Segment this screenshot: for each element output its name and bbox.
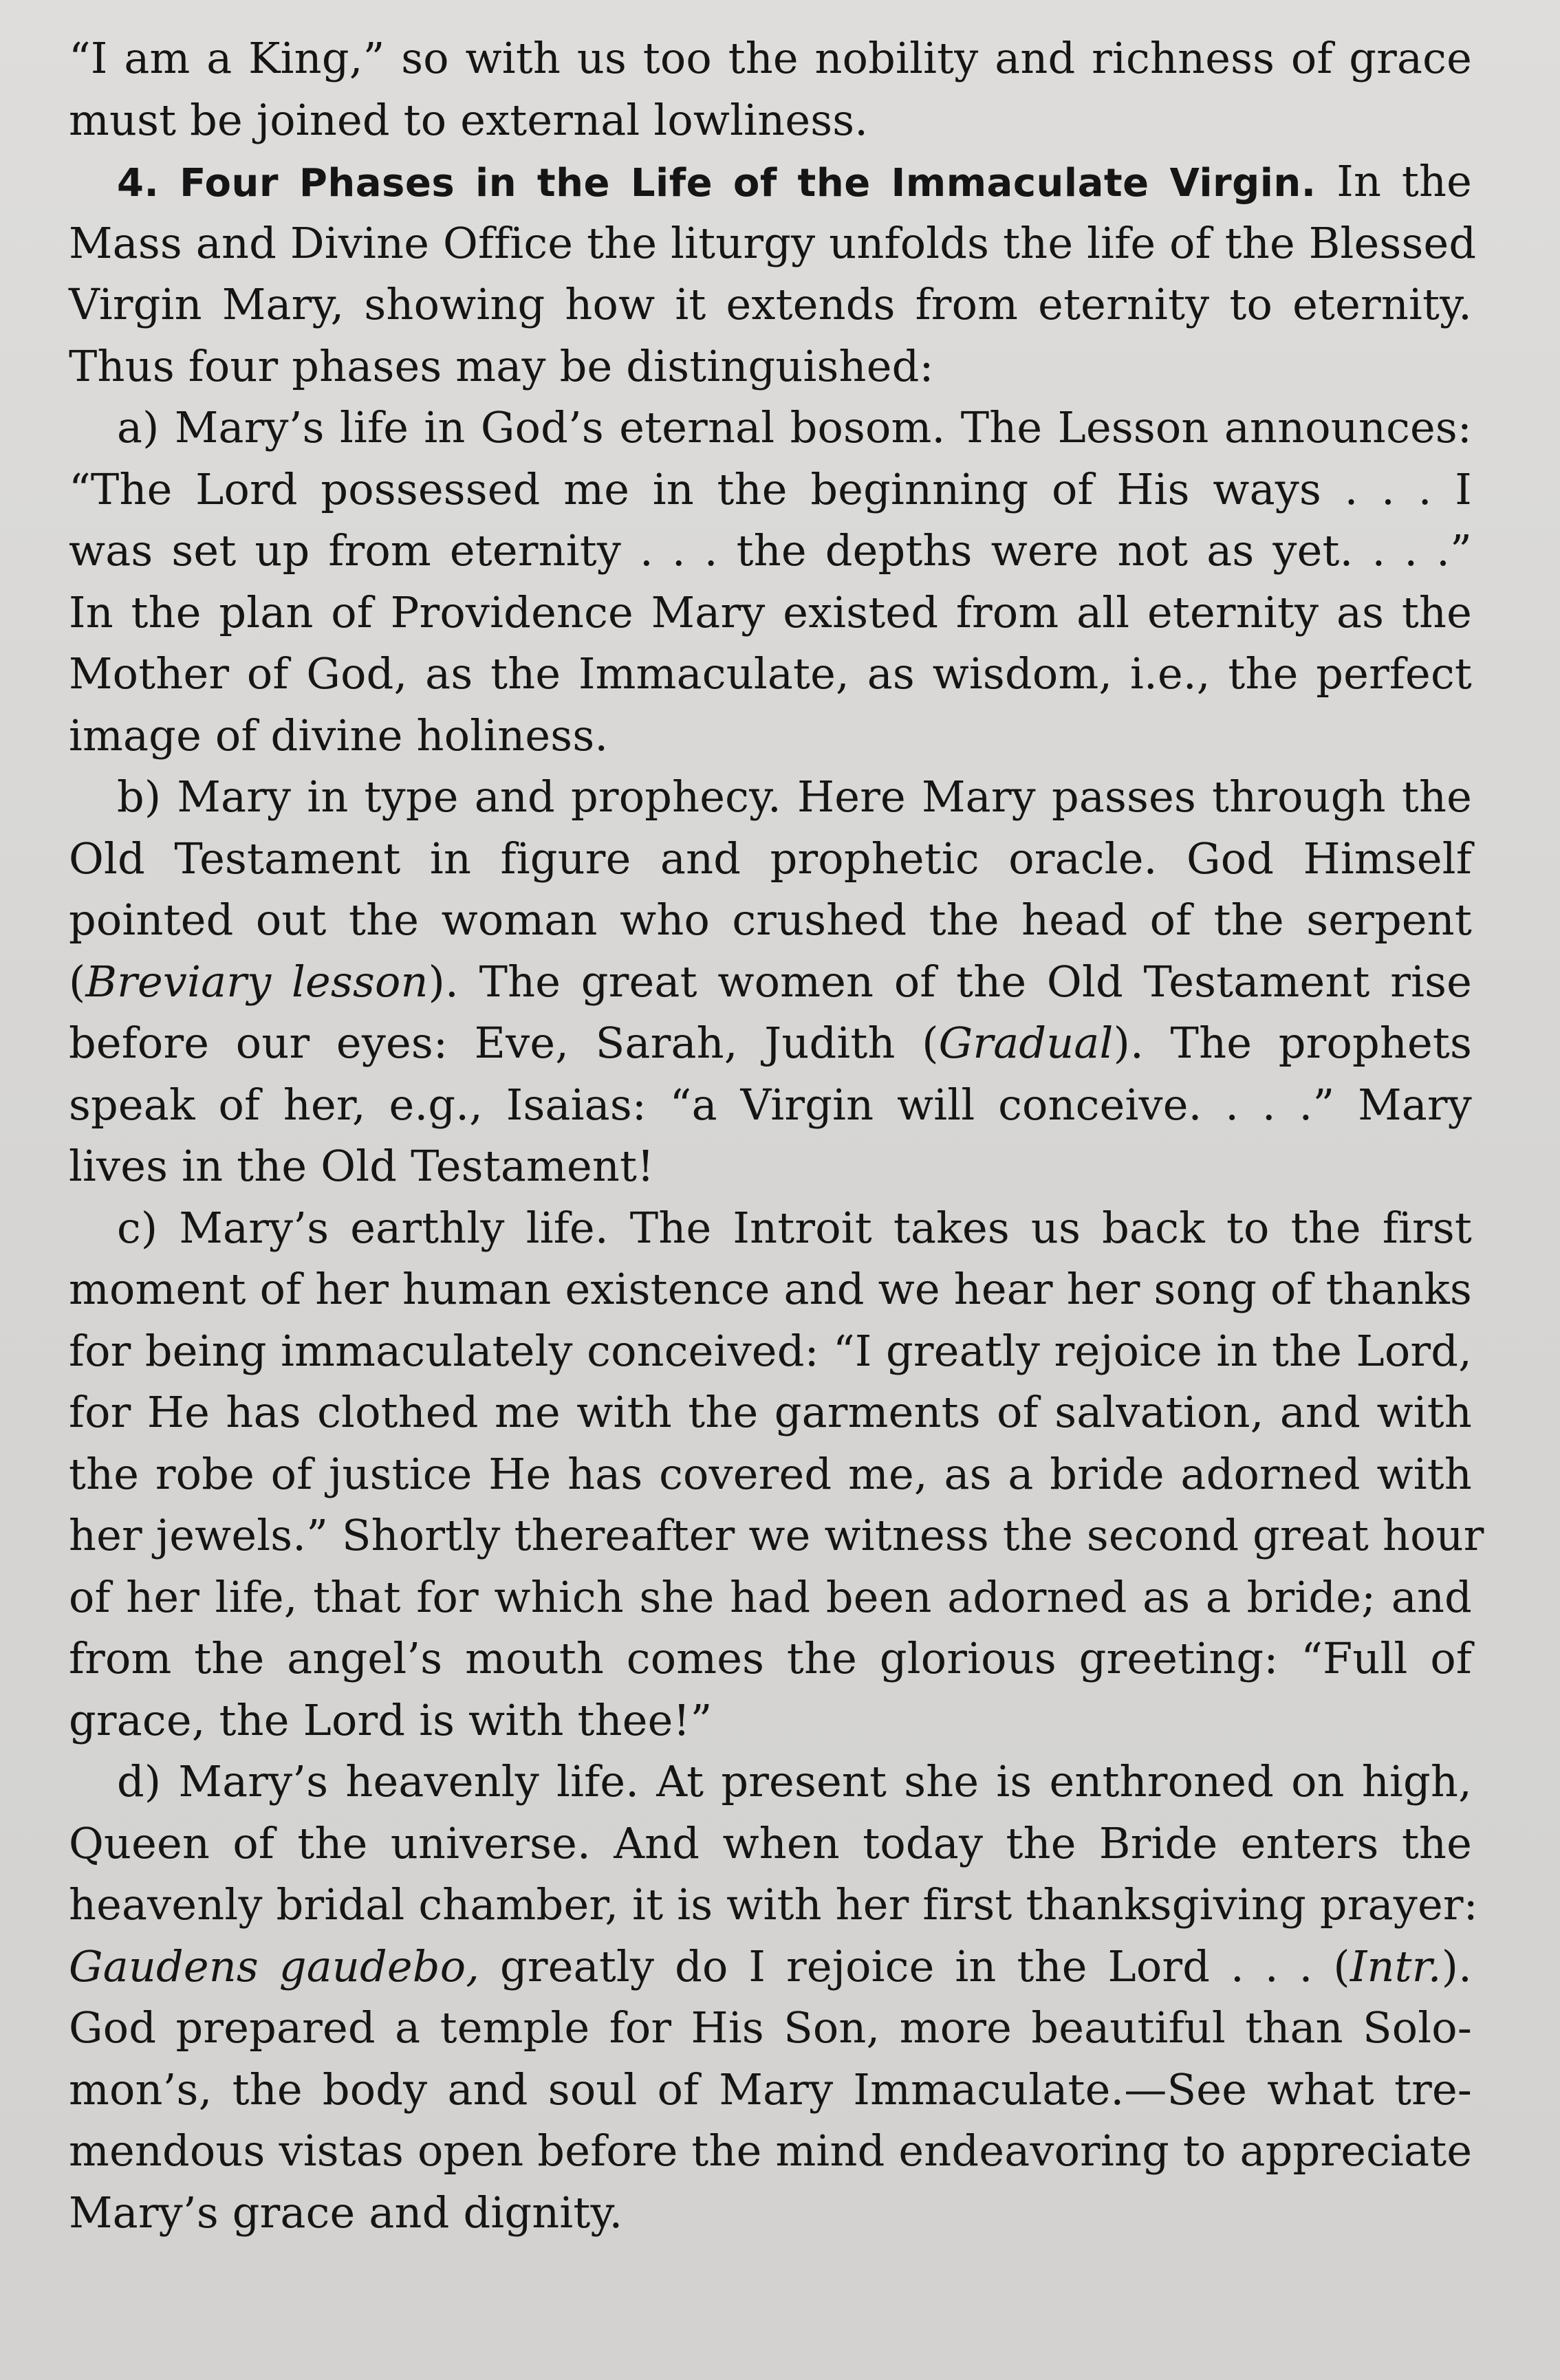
text-line: Old Testament in figure and prophetic oracle. God Himself [69, 833, 1472, 884]
text-fragment: before our eyes: Eve, Sarah, Judith ( [69, 1018, 939, 1068]
text-line: God prepared a temple for His Son, more beautiful than Solo- [69, 2002, 1472, 2053]
italic-citation: Intr. [1350, 1941, 1442, 1991]
text-line: for being immaculately conceived: “I greatly rejoice in the Lord, [69, 1325, 1472, 1376]
text-line: her jewels.” Shortly thereafter we witness the second great hour [69, 1510, 1484, 1560]
text-fragment: In the [1316, 156, 1473, 206]
text-line: pointed out the woman who crushed the head of the serpent [69, 895, 1472, 945]
text-line: for He has clothed me with the garments of salvation, and with [69, 1387, 1472, 1437]
text-line: Mass and Divine Office the liturgy unfolds the life of the Blessed [69, 217, 1477, 268]
text-line: was set up from eternity . . . the depths were not as yet. . . .” [69, 525, 1472, 576]
text-line: d) Mary’s heavenly life. At present she is enthroned on high, [117, 1756, 1472, 1806]
text-line: In the plan of Providence Mary existed from all eternity as the [69, 587, 1472, 637]
text-line: “I am a King,” so with us too the nobility and richness of grace [69, 33, 1472, 83]
text-line: from the angel’s mouth comes the glorious greeting: “Full of [69, 1633, 1472, 1683]
text-line: a) Mary’s life in God’s eternal bosom. The Lesson announces: [117, 402, 1472, 452]
text-line: Mary’s grace and dignity. [69, 2187, 623, 2238]
text-line: grace, the Lord is with thee!” [69, 1694, 713, 1745]
text-fragment: ). The great women of the Old Testament rise [428, 956, 1473, 1007]
text-line: image of divine holiness. [69, 710, 609, 761]
section-heading: 4. Four Phases in the Life of the Immaculate Virgin. [117, 161, 1317, 206]
text-line: c) Mary’s earthly life. The Introit takes us back to the first [117, 1202, 1472, 1253]
text-line: mendous vistas open before the mind endeavoring to appreciate [69, 2126, 1473, 2176]
text-line: of her life, that for which she had been adorned as a bride; and [69, 1571, 1472, 1622]
italic-citation: Breviary lesson [85, 956, 429, 1007]
text-line: must be joined to external lowliness. [69, 94, 869, 145]
text-line: moment of her human existence and we hear her song of thanks [69, 1264, 1472, 1314]
text-fragment: ). [1441, 1941, 1472, 1991]
text-line: b) Mary in type and prophecy. Here Mary passes through the [117, 772, 1472, 822]
text-line: Virgin Mary, showing how it extends from eternity to eternity. [69, 279, 1472, 329]
text-line: Mother of God, as the Immaculate, as wisdom, i.e., the perfect [69, 648, 1472, 699]
text-line: Thus four phases may be distinguished: [69, 340, 934, 391]
italic-latin: Gaudens gaudebo, [69, 1941, 480, 1991]
text-line [69, 1936, 1472, 1998]
text-line [69, 951, 1472, 1013]
text-line: speak of her, e.g., Isaias: “a Virgin will conceive. . . .” Mary [69, 1079, 1472, 1130]
text-fragment: ( [69, 956, 86, 1007]
text-line: Queen of the universe. And when today the Bride enters the [69, 1817, 1472, 1868]
text-line [69, 1012, 1472, 1074]
section-heading-line [69, 151, 1472, 212]
body-text [69, 28, 1484, 2243]
text-fragment: ). The prophets [1113, 1018, 1473, 1068]
text-line: lives in the Old Testament! [69, 1141, 655, 1191]
text-line: the robe of justice He has covered me, as a bride adorned with [69, 1448, 1472, 1499]
text-line: heavenly bridal chamber, it is with her first thanksgiving prayer: [69, 1879, 1478, 1930]
italic-citation: Gradual [938, 1018, 1114, 1068]
text-line: mon’s, the body and soul of Mary Immaculate.—See what tre- [69, 2064, 1472, 2115]
text-line: “The Lord possessed me in the beginning of His ways . . . I [69, 463, 1472, 514]
text-fragment: greatly do I rejoice in the Lord . . . ( [479, 1941, 1350, 1991]
